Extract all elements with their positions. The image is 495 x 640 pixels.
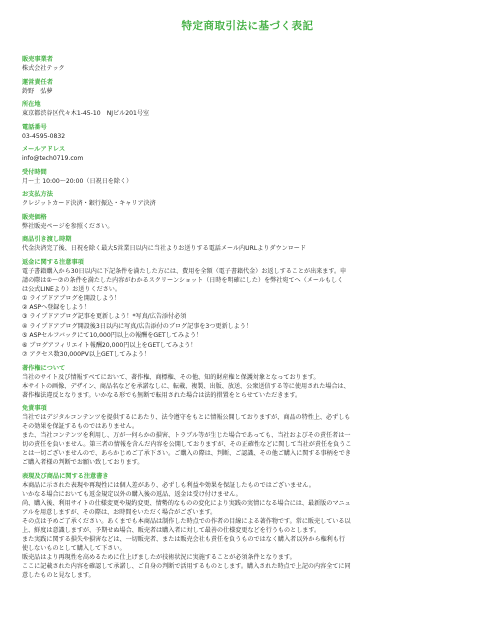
- list-item: ⑥ ブログアフィリエイト報酬20,000円以上をGETしてみよう！: [22, 341, 197, 349]
- section-heading: 免責事項: [22, 405, 47, 413]
- section-heading: 著作権について: [22, 364, 66, 372]
- paragraph-line: は公式LINEより）お送りください。: [22, 285, 121, 293]
- info-section: [22, 55, 473, 73]
- section-heading: 商品引き渡し時期: [22, 236, 72, 243]
- section-value: 株式会社テック: [22, 65, 65, 72]
- paragraph-line: 使しないものとして購入して下さい。: [22, 544, 126, 552]
- section-heading: お支払方法: [22, 191, 53, 198]
- info-section: [22, 100, 473, 118]
- list-item: ① ライブドアブログを開設しよう！: [22, 294, 121, 302]
- section-value: 代金決済完了後、日祝を除く最大5営業日以内に当社よりお送りする電話メール内URLよりダウンロード: [22, 245, 306, 252]
- section-heading: 販売事業者: [22, 56, 53, 63]
- paragraph-line: 切の責任を負いません。第三者の情報を含んだ内容を公開しておりますが、その正確性などに関して当社が責任を負うこ: [22, 441, 352, 449]
- section-value: 鈴野 弘夢: [22, 87, 53, 95]
- section-heading: 所在地: [22, 101, 41, 108]
- paragraph-line: 電子書籍購入から30日以内に下記条件を満たした方には、費用を全額（電子書籍代金）お返しすることが出来ます。申: [22, 267, 347, 275]
- paragraph-line: その点は予めご了承ください。あくまでも本商品は制作した時点での作者の目線による著作物です。常に販売している以: [22, 517, 351, 525]
- section-paragraph: [22, 413, 473, 467]
- info-section: [22, 123, 473, 141]
- list-item: ② ASPへ登録をしよう！: [22, 303, 90, 311]
- paragraph-line: ここに記載された内容を確認して承諾し、ご自身の判断で活用するものとします。購入された時点で上記の内容全てに同: [22, 562, 351, 570]
- section-heading: 販売価格: [22, 213, 47, 221]
- section-heading: 受付時間: [22, 168, 47, 176]
- paragraph-line: また実践に関する損失や損害などは、一切販売者、または販売会社も責任を負うものではなく購入者以外から権利も行: [22, 535, 345, 543]
- list-item: ⑦ アクセス数30,000PV以上GETしてみよう！: [22, 350, 150, 358]
- paragraph-line: 上、鮮度は意識しますが、予期せぬ場合、販売者は購入者に対して最善の仕様変更などを行うものとします。: [22, 526, 321, 534]
- info-section: [22, 190, 473, 208]
- refund-section: [22, 258, 473, 360]
- info-section: [22, 78, 473, 96]
- paragraph-line: いかなる場合においても返金規定以外の購入後の返品、返金は受け付けません。: [22, 490, 242, 498]
- section-value: info@tech0719.com: [22, 155, 84, 162]
- section-value: 月〜土 10:00〜20:00（日祝日を除く）: [22, 177, 133, 185]
- paragraph-line: ご購入者様の判断でお願い致しております。: [22, 459, 144, 467]
- paragraph-line: 本サイトの画像、デザイン、商品名などを承諾なしに、転載、複製、出版、放送、公衆送信する等に使用された場合は、: [22, 382, 350, 390]
- list-item: ④ ライブドアブログ開設後3日以内に写真/広告添付のブログ記事を3つ更新しよう！: [22, 322, 252, 330]
- page-title: 特定商取引法に基づく表記: [181, 20, 314, 32]
- section-heading: メールアドレス: [22, 146, 66, 153]
- section-heading: 返金に関する注意事項: [22, 258, 84, 266]
- paragraph-line: 尚、購入後、利用サイトの仕様変更や規約変更、情勢的なものの変化により実践の実情になる場合には、最新版のマニュ: [22, 499, 351, 507]
- info-section: [22, 213, 473, 231]
- refund-paragraph: [22, 267, 473, 294]
- section-heading: 運営責任者: [22, 78, 53, 86]
- legal-section: [22, 404, 473, 467]
- section-value: 東京都渋谷区代々木1-45-10 NJビル201号室: [22, 110, 150, 117]
- section-paragraph: [22, 481, 473, 580]
- info-section: [22, 235, 473, 253]
- paragraph-line: 当社のサイト及び情報すべてにおいて、著作権、商標権、その他、知的財産権と保護対象となっております。: [22, 373, 320, 381]
- section-value: クレジットカード決済・銀行振込・キャリア決済: [22, 200, 156, 207]
- paragraph-line: 当社ではデジタルコンテンツを提供するにあたり、法令遵守をもとに情報公開しておりますが、商品の特性上、必ずしも: [22, 414, 351, 422]
- refund-condition-list: [22, 294, 473, 360]
- paragraph-line: その効果を保証するものではありません。: [22, 423, 139, 431]
- paragraph-line: 著作権法違反となります。いかなる形でも無断で転用された場合は法的措置をとらせていただきます。: [22, 391, 302, 399]
- section-value: 03-4595-0832: [22, 132, 66, 140]
- list-item: ⑤ ASPセルフバックにて10,000円以上の報酬をGETしてみよう！: [22, 332, 203, 340]
- section-heading: 表現及び商品に関する注意書き: [22, 472, 109, 480]
- basic-info: [22, 55, 473, 253]
- paragraph-line: 請の際は①〜⑦の条件を満たした内容がわかるスクリーンショット（日時を明確にした）を弊社宛てへ（メールもしく: [22, 276, 344, 284]
- paragraph-line: また、当社コンテンツを利用し、万が一何らかの損害、トラブル等が生じた場合であっても、当社およびその責任者は一: [22, 432, 351, 440]
- info-section: [22, 168, 473, 186]
- paragraph-line: アルを用意しますが、その際は、お時間をいただく場合がございます。: [22, 508, 217, 516]
- section-value: 弊社販売ページを参照ください。: [22, 222, 114, 230]
- paragraph-line: とは一切ございませんので、あらかじめご了承下さい。ご購入の際は、判断、ご認識、その他ご購入に関する事柄をでき: [22, 450, 351, 458]
- paragraph-line: 意したものと見なします。: [22, 571, 95, 579]
- legal-section: [22, 364, 473, 400]
- legal-paragraphs: [22, 364, 473, 580]
- paragraph-line: 販売品はより再現性を高めるために仕上げましたが技術状況に実施することが必須条件となります。: [22, 553, 296, 561]
- section-heading: 電話番号: [22, 123, 47, 131]
- list-item: ③ ライブドアブログ記事を更新しよう！*写真/広告添付必須: [22, 313, 187, 321]
- info-section: [22, 145, 473, 163]
- section-paragraph: [22, 373, 473, 400]
- paragraph-line: 本商品に示された表現や再現性には個人差があり、必ずしも利益や効果を保証したものではございません。: [22, 481, 315, 489]
- legal-section: [22, 472, 473, 580]
